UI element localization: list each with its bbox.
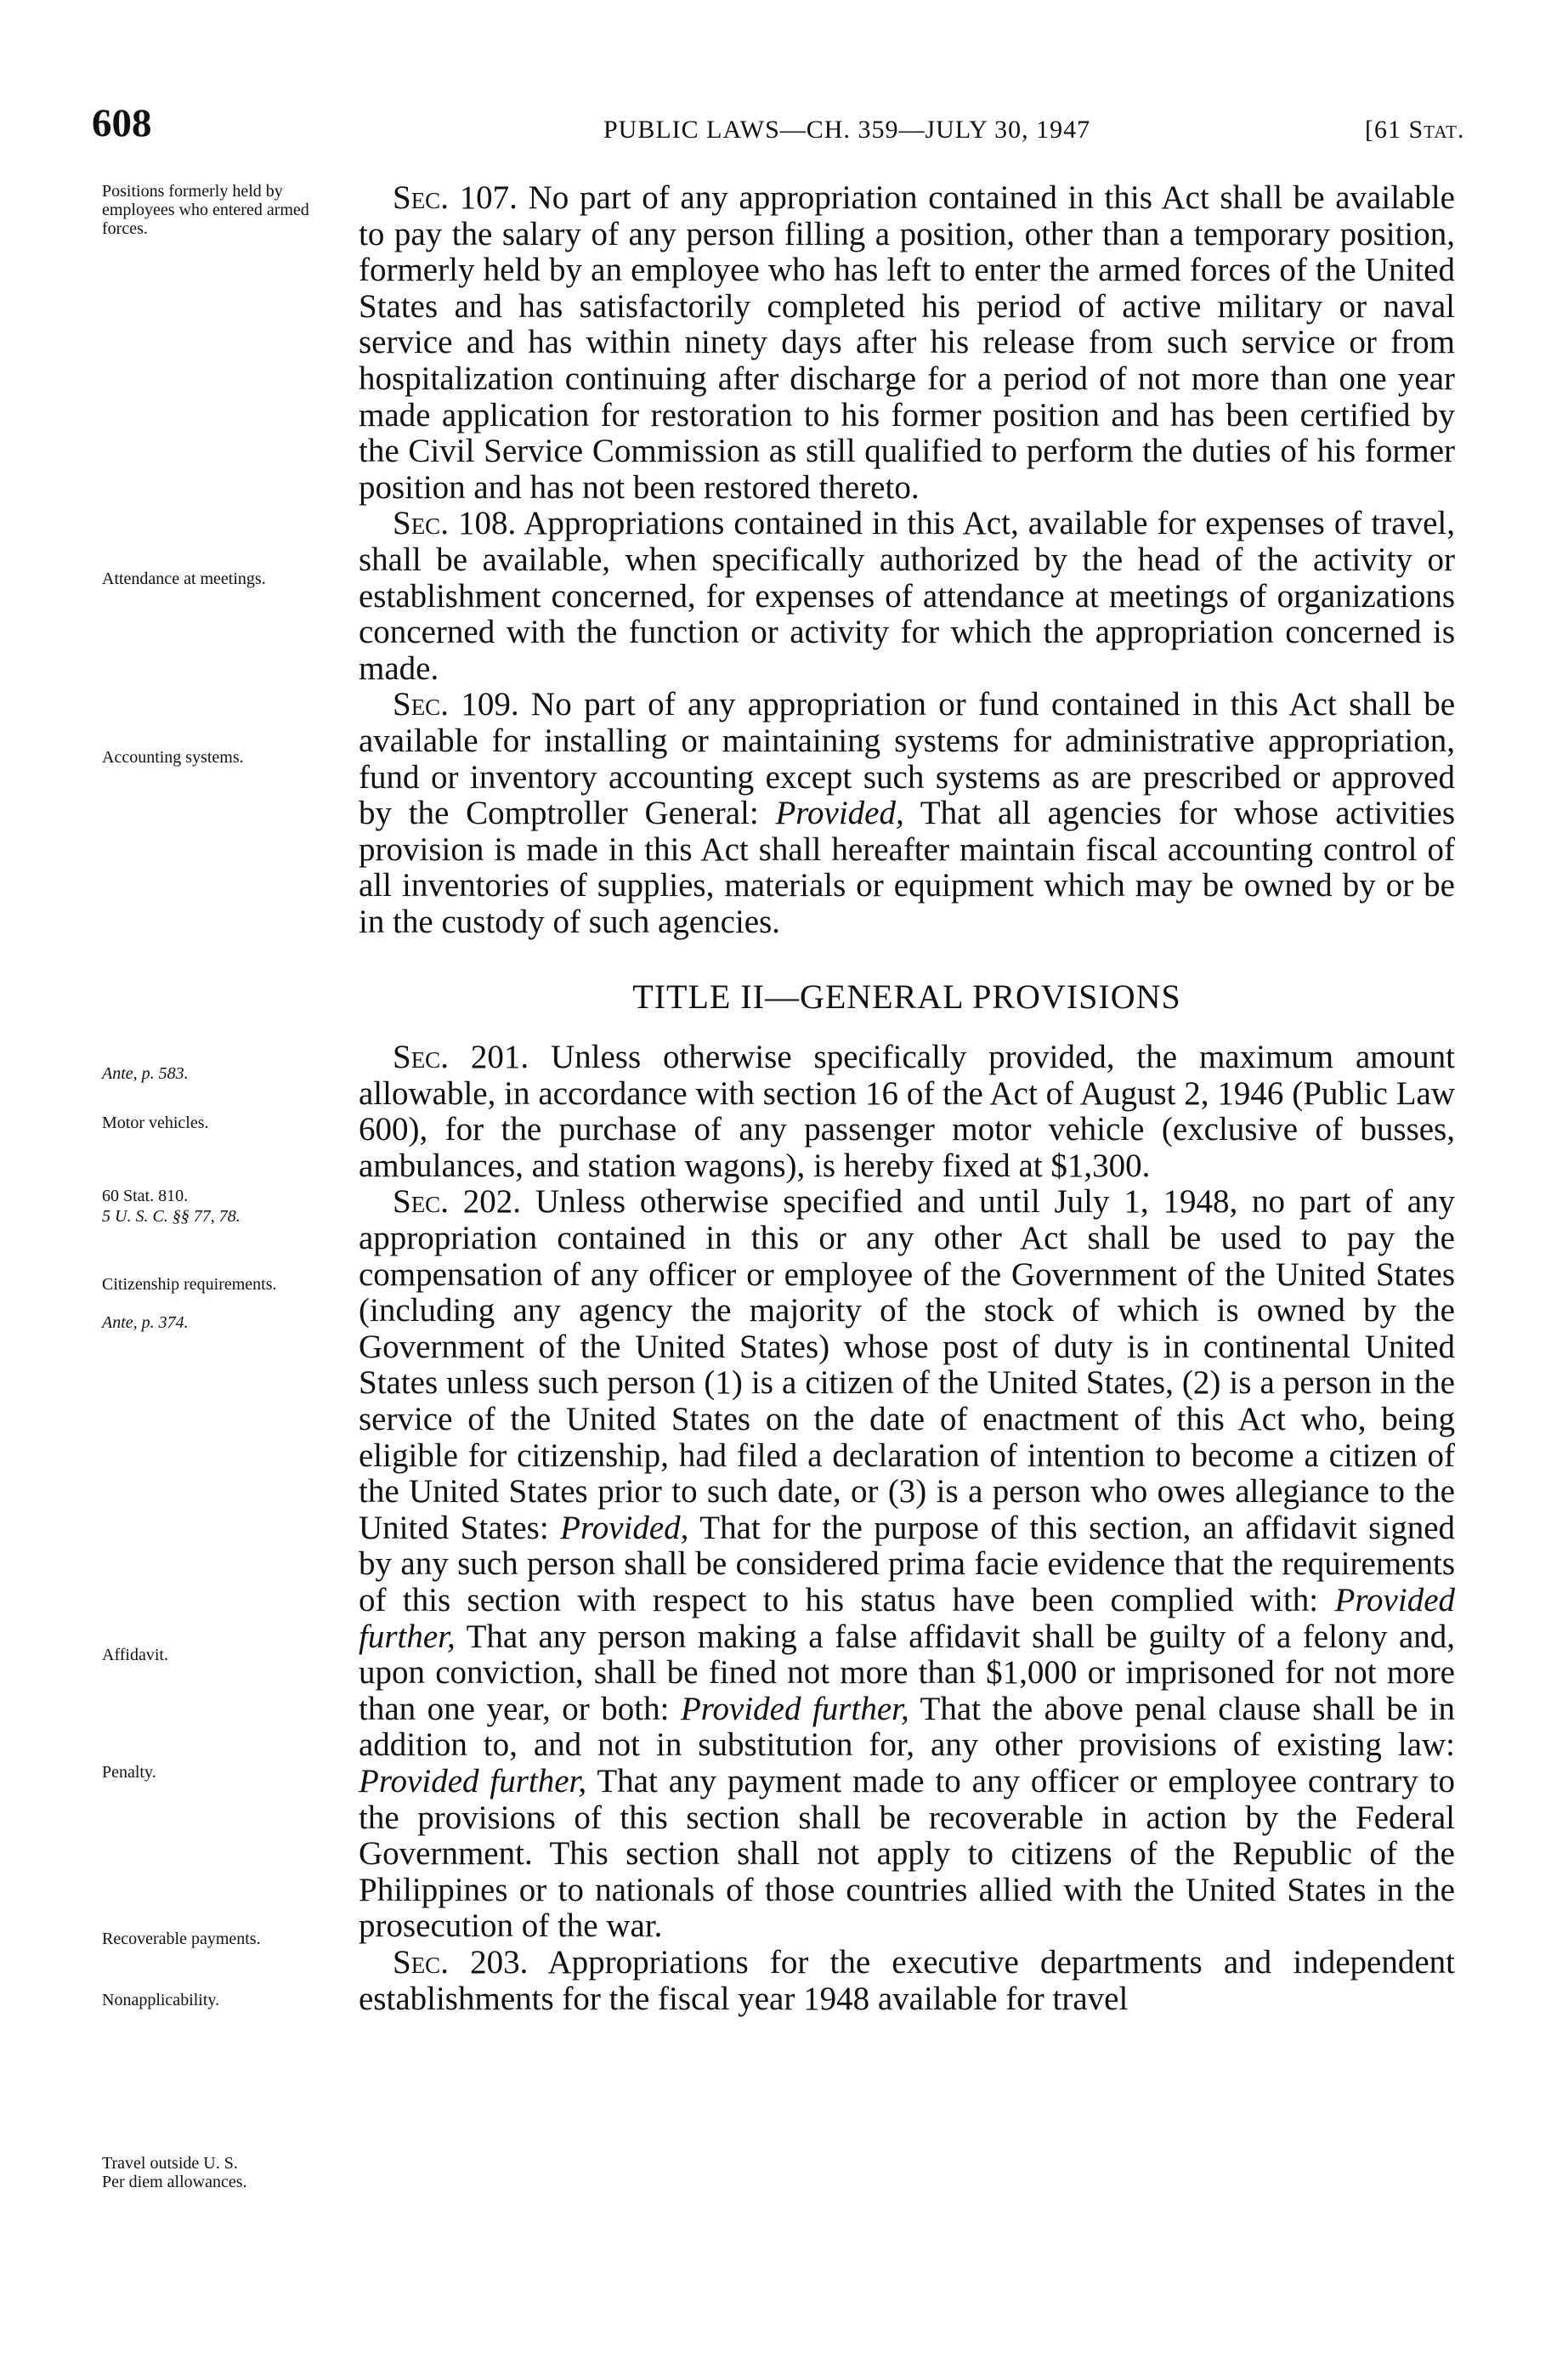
section-202-proviso-1: Provided,: [560, 1509, 689, 1546]
margin-note-ante-374-text: Ante, p. 374.: [102, 1313, 189, 1332]
margin-note-motor-vehicles: Motor vehicles.: [102, 1114, 209, 1132]
section-202-proviso-4: Provided further,: [359, 1762, 587, 1799]
margin-note-affidavit: Affidavit.: [102, 1646, 168, 1664]
section-201-label: Sec. 201.: [393, 1039, 529, 1076]
section-202-proviso-3: Provided further,: [680, 1690, 909, 1727]
section-108-text: Appropriations contained in this Act, available for expenses of travel, shall be available, when specifically authorized by the head of the activity or establishment concerned, for expenses of attendance at meetings of organizations concerned with the function or activity for which the appropriation concerned is made.: [359, 505, 1455, 687]
margin-note-nonapplicability: Nonapplicability.: [102, 1991, 220, 2009]
section-107-text: No part of any appropriation contained in this Act shall be available to pay the salary of any person filling a position, other than a temporary position, formerly held by an employee who has left to enter the armed forces of the United States and has satisfactorily completed his period of active military or naval service and has within ninety days after his release from such service or from hospitalization continuing after discharge for a period of not more than one year made application for restoration to his former position and has been certified by the Civil Service Commission as still qualified to perform the duties of his former position and has not been restored thereto.: [359, 179, 1455, 506]
page-number: 608: [92, 101, 152, 145]
volume-reference: [61 Stat.: [1365, 116, 1465, 144]
section-109-proviso: Provided,: [775, 795, 904, 832]
section-202-text-d: That the above penal clause shall be in addition to, and not in substitution for, any other provisions of existing law:: [359, 1690, 1456, 1764]
margin-note-ante-374: [102, 1313, 357, 1332]
section-201-text: Unless otherwise specifically provided, the maximum amount allowable, in accordance with section 16 of the Act of August 2, 1946 (Public Law 600), for the purchase of any passenger motor vehicle (exclusive of busses, ambulances, and station wagons), is hereby fixed at $1,300.: [359, 1039, 1455, 1184]
section-202-text-e: That any payment made to any officer or employee contrary to the provisions of this section shall be recoverable in action by the Federal Government. This section shall not apply to citizens of the Republic of the Philippines or to nationals of those countries allied with the United States in the prosecution of the war.: [359, 1762, 1455, 1945]
margin-note-penalty: Penalty.: [102, 1763, 156, 1782]
running-header: [0, 100, 1568, 151]
section-108-label: Sec. 108.: [393, 505, 517, 542]
section-202-proviso-2: Provided further,: [359, 1581, 1456, 1655]
margin-note-per-diem: Per diem allowances.: [102, 2173, 247, 2191]
margin-note-attendance: Attendance at meetings.: [102, 570, 266, 588]
section-203-label: Sec. 203.: [393, 1943, 529, 1981]
margin-note-accounting: Accounting systems.: [102, 748, 244, 767]
running-title: PUBLIC LAWS—CH. 359—JULY 30, 1947: [603, 116, 1091, 144]
section-202-text-c: That any person making a false affidavit shall be guilty of a felony and, upon conviction, shall be fined not more than $1,000 or imprisoned for not more than one year, or both:: [359, 1618, 1456, 1727]
section-109-text-b: That all agencies for whose activities provision is made in this Act shall hereafter maintain fiscal accounting control of all inventories of supplies, materials or equipment which may be owned by or be in the custody of such agencies.: [359, 795, 1455, 940]
margin-note-usc-text: 5 U. S. C. §§ 77, 78.: [102, 1207, 241, 1226]
margin-note-stat-810: 60 Stat. 810.: [102, 1187, 189, 1205]
section-108: [359, 506, 1455, 687]
margin-note-travel-outside: Travel outside U. S.: [102, 2154, 238, 2173]
section-107: [359, 180, 1455, 506]
section-201: [359, 1040, 1455, 1184]
section-109: [359, 687, 1455, 940]
section-109-label: Sec. 109.: [393, 686, 519, 723]
margin-note-ante-583: [102, 1064, 357, 1083]
section-202: [359, 1184, 1455, 1944]
section-202-text-b: That for the purpose of this section, an affidavit signed by any such person shall be considered prima facie evidence that the requirements of this section with respect to his status have been complied with:: [359, 1509, 1456, 1618]
title-ii-heading: TITLE II—GENERAL PROVISIONS: [632, 978, 1181, 1017]
margin-note-recoverable: Recoverable payments.: [102, 1930, 261, 1948]
margin-note-positions: Positions formerly held by employees who entered armed forces.: [102, 182, 309, 238]
section-203: [359, 1945, 1455, 2017]
section-203-text: Appropriations for the executive departments and independent establishments for the fiscal year 1948 available for travel: [359, 1943, 1455, 2017]
section-202-label: Sec. 202.: [393, 1183, 522, 1221]
section-107-label: Sec. 107.: [393, 179, 518, 216]
margin-note-usc: [102, 1207, 357, 1226]
margin-note-citizenship: Citizenship requirements.: [102, 1275, 277, 1294]
margin-note-ante-583-text: Ante, p. 583.: [102, 1064, 189, 1083]
section-202-text-a: Unless otherwise specified and until July 1, 1948, no part of any appropriation contained in this or any other Act shall be used to pay the compensation of any officer or employee of the Government of the United States (including any agency the majority of the stock of which is owned by the Government of the United States) whose post of duty is in continental United States unless such person (1) is a citizen of the United States, (2) is a person in the service of the United States on the date of enactment of this Act who, being eligible for citizenship, had filed a declaration of intention to become a citizen of the United States prior to such date, or (3) is a person who owes allegiance to the United States:: [359, 1183, 1456, 1546]
main-text: [359, 180, 1455, 2017]
section-109-text-a: No part of any appropriation or fund contained in this Act shall be available for installing or maintaining systems for administrative appropriation, fund or inventory accounting except such systems as are prescribed or approved by the Comptroller General:: [359, 686, 1456, 832]
